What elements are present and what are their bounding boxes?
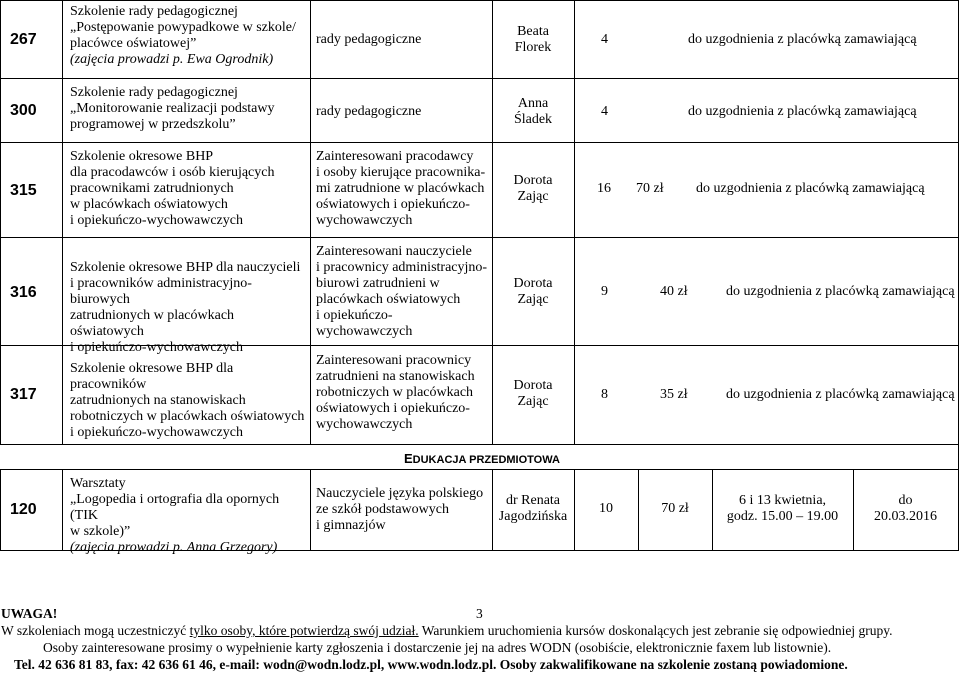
deadline-line: 20.03.2016	[874, 509, 937, 524]
course-title	[70, 260, 310, 356]
title-line: pracownikami zatrudnionych	[70, 181, 234, 196]
grid-line	[0, 0, 1, 445]
audience-line: wychowawczych	[316, 417, 413, 432]
grid-line	[0, 0, 959, 1]
title-line: „Logopedia i ortografia dla opornych (TIK	[70, 492, 280, 523]
deadline	[853, 493, 958, 525]
grid-line	[0, 469, 959, 470]
course-title	[70, 361, 310, 441]
title-line: Szkolenie rady pedagogicznej	[70, 4, 238, 19]
audience	[316, 32, 492, 48]
title-line: w szkole)”	[70, 524, 131, 539]
grid-line	[0, 237, 959, 238]
course-number: 120	[10, 501, 37, 518]
audience-line: Zainteresowani nauczyciele	[316, 244, 472, 259]
title-line: i opiekuńczo-wychowawczych	[70, 213, 243, 228]
trainer-line: Dorota	[513, 276, 553, 291]
uwaga-label: UWAGA!	[1, 606, 58, 621]
price: 70 zł	[636, 181, 664, 196]
grid-line	[62, 469, 63, 551]
title-line: Szkolenie rady pedagogicznej	[70, 85, 238, 100]
title-line: Warsztaty	[70, 476, 126, 491]
course-number: 300	[10, 102, 37, 119]
trainer-line: Anna	[517, 96, 549, 111]
audience-line: wychowawczych	[316, 324, 413, 339]
audience-line: Zainteresowani pracodawcy	[316, 149, 474, 164]
trainer	[492, 173, 574, 205]
hours: 8	[601, 387, 608, 402]
title-line: w placówkach oświatowych	[70, 197, 228, 212]
audience	[316, 149, 492, 229]
hours: 10	[599, 501, 613, 516]
title-line: Szkolenie okresowe BHP dla pracowników	[70, 361, 234, 392]
audience-line: i gimnazjów	[316, 518, 386, 533]
audience-line: i pracownicy administracyjno-	[316, 260, 488, 275]
footer-line-1	[1, 622, 893, 639]
audience-line: Zainteresowani pracownicy	[316, 353, 472, 368]
course-number: 316	[10, 284, 37, 301]
hours: 4	[601, 32, 608, 47]
title-line: programowej w przedszkolu”	[70, 117, 236, 132]
price: 35 zł	[660, 387, 688, 402]
dates: do uzgodnienia z placówką zamawiającą	[726, 387, 955, 402]
trainer-line: dr Renata	[505, 493, 561, 508]
title-line: placówce oświatowej”	[70, 36, 197, 51]
audience-line: mi zatrudnione w placówkach	[316, 181, 485, 196]
trainer-line: Dorota	[513, 173, 553, 188]
dates: do uzgodnienia z placówką zamawiającą	[696, 181, 925, 196]
title-line: zatrudnionych w placówkach oświatowych	[70, 308, 235, 339]
trainer-line: Florek	[514, 40, 552, 55]
audience-line: i osoby kierujące pracownika-	[316, 165, 486, 180]
dates: do uzgodnienia z placówką zamawiającą	[688, 104, 917, 119]
dates-line: 6 i 13 kwietnia,	[738, 493, 827, 508]
page-number: 3	[476, 606, 483, 621]
grid-line	[62, 0, 63, 445]
deadline-line: do	[898, 493, 913, 508]
grid-line	[310, 469, 311, 551]
title-note: (zajęcia prowadzi p. Ewa Ogrodnik)	[70, 52, 274, 67]
trainer	[492, 96, 574, 128]
dates	[712, 493, 853, 525]
audience-line: rady pedagogiczne	[316, 104, 422, 119]
audience	[316, 104, 492, 120]
audience-line: ze szkół podstawowych	[316, 502, 449, 517]
course-number: 317	[10, 386, 37, 403]
audience-line: i opiekuńczo-	[316, 308, 393, 323]
title-line: i pracowników administracyjno-biurowych	[70, 276, 252, 307]
title-line: i opiekuńczo-wychowawczych	[70, 340, 243, 355]
trainer-line: Śladek	[513, 112, 553, 127]
course-title	[70, 149, 310, 229]
grid-line	[574, 0, 575, 445]
title-line: dla pracodawców i osób kierujących	[70, 165, 275, 180]
footer-contact: Tel. 42 636 81 83, fax: 42 636 61 46, e-mail: wodn@wodn.lodz.pl, www.wodn.lodz.pl. Osoby zakwalifikowane na szkolenie zostaną powiadomione.	[14, 657, 848, 672]
section-heading-rest: DUKACJA PRZEDMIOTOWA	[412, 454, 560, 466]
audience	[316, 486, 492, 534]
audience-line: biurowi zatrudnieni w	[316, 276, 440, 291]
audience	[316, 353, 492, 433]
hours: 4	[601, 104, 608, 119]
price: 70 zł	[661, 501, 689, 516]
footer-line-1-underlined: tylko osoby, które potwierdzą swój udział.	[189, 623, 419, 638]
course-title	[70, 4, 310, 68]
section-heading-initial: E	[404, 451, 413, 466]
dates: do uzgodnienia z placówką zamawiającą	[688, 32, 917, 47]
audience-line: robotniczych w placówkach	[316, 385, 474, 400]
title-line: zatrudnionych na stanowiskach	[70, 393, 246, 408]
course-title	[70, 85, 310, 133]
title-line: „Postępowanie powypadkowe w szkole/	[70, 20, 296, 35]
audience-line: oświatowych i opiekuńczo-	[316, 401, 470, 416]
trainer-line: Zając	[517, 189, 549, 204]
title-line: robotniczych w placówkach oświatowych	[70, 409, 305, 424]
section-heading	[404, 451, 560, 466]
grid-line	[0, 469, 1, 551]
audience-line: rady pedagogiczne	[316, 32, 422, 47]
hours: 16	[597, 181, 611, 196]
dates: do uzgodnienia z placówką zamawiającą	[726, 284, 955, 299]
title-line: i opiekuńczo-wychowawczych	[70, 425, 243, 440]
trainer-line: Zając	[517, 292, 549, 307]
audience-line: placówkach oświatowych	[316, 292, 461, 307]
trainer	[492, 24, 574, 56]
dates-line: godz. 15.00 – 19.00	[726, 509, 839, 524]
trainer-line: Jagodzińska	[498, 509, 568, 524]
audience-line: Nauczyciele języka polskiego	[316, 486, 484, 501]
grid-line	[0, 78, 959, 79]
title-line: Szkolenie okresowe BHP dla nauczycieli	[70, 260, 301, 275]
trainer	[492, 493, 574, 525]
trainer-line: Dorota	[513, 378, 553, 393]
footer-line-2: Osoby zainteresowane prosimy o wypełnienie karty zgłoszenia i dostarczenie jej na adres WODN (osobiście, elektronicznie faxem lub listownie).	[43, 640, 832, 655]
trainer	[492, 276, 574, 308]
audience	[316, 244, 492, 340]
hours: 9	[601, 284, 608, 299]
audience-line: oświatowych i opiekuńczo-	[316, 197, 470, 212]
course-title	[70, 476, 310, 556]
grid-line	[0, 444, 959, 445]
course-number: 267	[10, 31, 37, 48]
title-line: Szkolenie okresowe BHP	[70, 149, 214, 164]
footer-line-1-a: W szkoleniach mogą uczestniczyć	[1, 623, 190, 638]
audience-line: wychowawczych	[316, 213, 413, 228]
trainer-line: Zając	[517, 394, 549, 409]
trainer	[492, 378, 574, 410]
title-line: „Monitorowanie realizacji podstawy	[70, 101, 275, 116]
grid-line	[0, 142, 959, 143]
title-note: (zajęcia prowadzi p. Anna Grzegory)	[70, 540, 278, 555]
course-number: 315	[10, 182, 37, 199]
grid-line	[310, 0, 311, 445]
audience-line: zatrudnieni na stanowiskach	[316, 369, 475, 384]
price: 40 zł	[660, 284, 688, 299]
footer-line-1-b: Warunkiem uruchomienia kursów doskonalących jest zebranie się odpowiedniej grupy.	[418, 623, 893, 638]
trainer-line: Beata	[517, 24, 549, 39]
